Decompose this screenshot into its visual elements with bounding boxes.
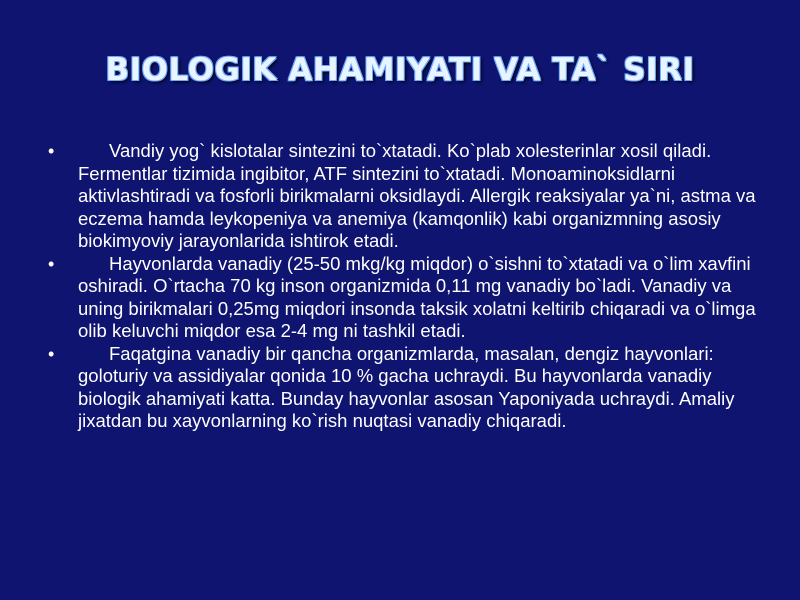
bullet-icon: • <box>48 141 55 161</box>
slide-title: BIOLOGIK AHAMIYATI VA TA` SIRI <box>105 52 695 88</box>
bullet-icon: • <box>48 253 55 274</box>
bullet-icon: • <box>48 343 55 364</box>
paragraph-text: Vandiy yog` kislotalar sintezini to`xtatadi. Ko`plab xolesterinlar xosil qiladi. Fermentlar tizimida ingibitor, ATF sintezini to`xtatadi. Monoaminoksidlarni aktivlashtiradi va fosforli birikmalarni oksidlaydi. Allergik reaksiyalar ya`ni, astma va eczema hamda leykopeniya va anemiya (kamqonlik) kabi organizmning asosiy biokimyoviy jarayonlarida ishtirok etadi. <box>78 140 756 251</box>
paragraph-text: Hayvonlarda vanadiy (25-50 mkg/kg miqdor) o`sishni to`xtatadi va o`lim xavfini oshiradi. O`rtacha 70 kg inson organizmida 0,11 mg vanadiy bo`ladi. Vanadiy va uning birikmalari 0,25mg miqdori insonda taksik xolatni keltirib chiqaradi va o`limga olib keluvchi miqdor esa 2-4 mg ni tashkil etadi. <box>78 252 756 341</box>
bullet-list <box>42 140 772 433</box>
paragraph-text: Faqatgina vanadiy bir qancha organizmlarda, masalan, dengiz hayvonlari: goloturiy va assidiyalar qonida 10 % gacha uchraydi. Bu hayvonlarda vanadiy biologik ahamiyati katta. Bunday hayvonlar asosan Yaponiyada uchraydi. Amaliy jixatdan bu xayvonlarning ko`rish nuqtasi vanadiy chiqaradi. <box>78 342 735 431</box>
list-item <box>42 343 772 433</box>
list-item <box>42 253 772 343</box>
list-item <box>42 140 772 253</box>
